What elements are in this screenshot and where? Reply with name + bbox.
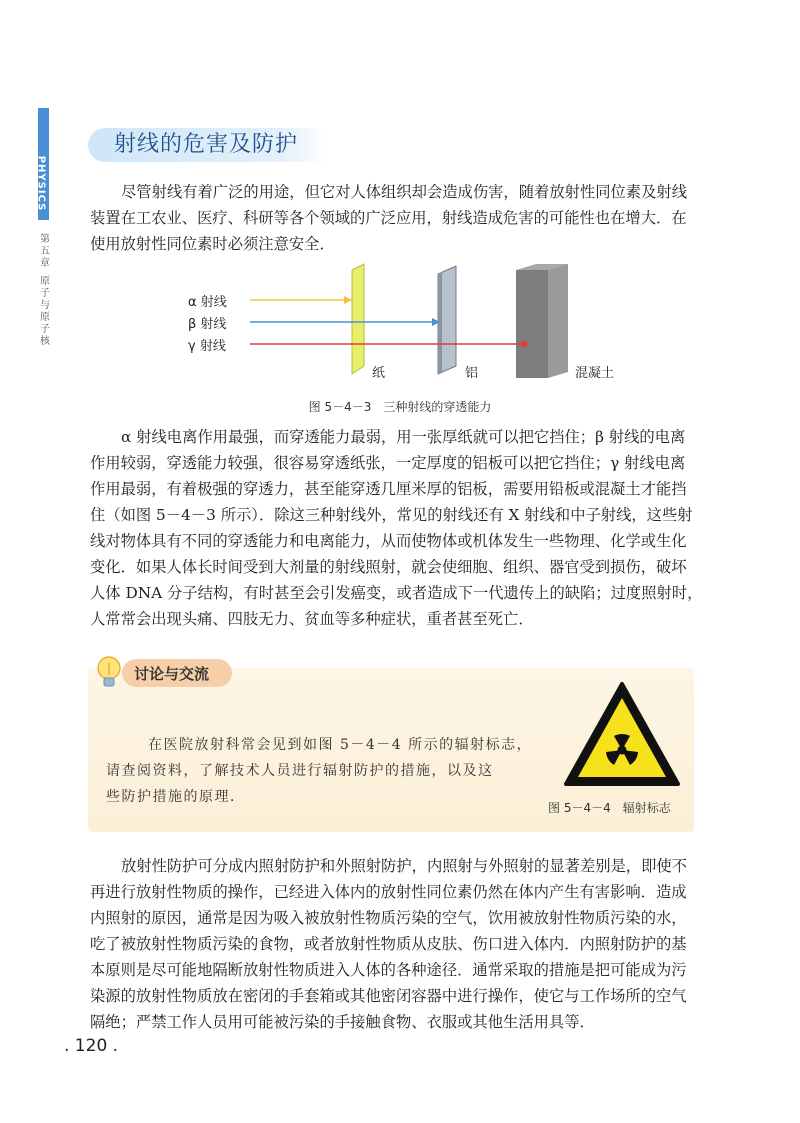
text-line: 本原则是尽可能地隔断放射性物质进入人体的各种途径．通常采取的措施是把可能成为污 <box>90 961 687 979</box>
discussion-tag-label: 讨论与交流 <box>134 665 210 683</box>
text-line: 些防护措施的原理． <box>106 789 246 805</box>
text-line: 隔绝；严禁工作人员用可能被污染的手接触食物、衣服或其他生活用具等． <box>90 1013 595 1031</box>
penetration-diagram <box>180 262 630 387</box>
text-line: 住（如图 5－4－3 所示）．除这三种射线外，常见的射线还有 X 射线和中子射线，这些射 <box>90 506 693 524</box>
text-line: α 射线电离作用最强，而穿透能力最弱，用一张厚纸就可以把它挡住；β 射线的电离 <box>121 428 686 446</box>
figure-544-caption: 图 5－4－4 辐射标志 <box>548 801 671 815</box>
text-line: 变化．如果人体长时间受到大剂量的射线照射，就会使细胞、组织、器官受到损伤，破坏 <box>90 558 687 576</box>
text-line: 放射性防护可分成内照射防护和外照射防护，内照射与外照射的显著差别是，即使不 <box>121 857 687 875</box>
concrete-front <box>548 264 568 378</box>
discussion-text <box>106 732 533 810</box>
lightbulb-icon <box>96 655 122 691</box>
concrete-label: 混凝土 <box>575 366 615 381</box>
beta-ray-label: β 射线 <box>188 317 227 332</box>
sidebar-chapter-label <box>39 234 51 348</box>
aluminum-label: 铝 <box>465 366 479 381</box>
text-line: 请查阅资料，了解技术人员进行辐射防护的措施，以及这 <box>106 763 494 779</box>
chapter-char: 与 <box>40 300 50 311</box>
text-line: 在医院放射科常会见到如图 5－4－4 所示的辐射标志， <box>148 737 533 753</box>
radiation-warning-sign <box>562 680 682 790</box>
aluminum-edge <box>438 272 442 374</box>
concrete-side <box>516 270 548 378</box>
text-line: 人常常会出现头痛、四肢无力、贫血等多种症状，重者甚至死亡． <box>90 610 534 628</box>
text-line: 装置在工农业、医疗、科研等各个领域的广泛应用，射线造成危害的可能性也在增大．在 <box>90 209 687 227</box>
text-line: 染源的放射性物质放在密闭的手套箱或其他密闭容器中进行操作，使它与工作场所的空气 <box>90 987 687 1005</box>
chapter-char: 原 <box>40 276 50 287</box>
text-line: 再进行放射性物质的操作，已经进入体内的放射性同位素仍然在体内产生有害影响．造成 <box>90 883 687 901</box>
paper-sheet <box>352 264 364 374</box>
paper-label: 纸 <box>372 366 386 381</box>
alpha-ray-arrow <box>344 296 352 304</box>
alpha-ray-label: α 射线 <box>188 295 227 310</box>
chapter-char: 章 <box>40 258 50 269</box>
chapter-char: 五 <box>40 246 50 257</box>
text-line: 尽管射线有着广泛的用途，但它对人体组织却会造成伤害，随着放射性同位素及射线 <box>121 183 687 201</box>
chapter-char: 子 <box>40 324 50 335</box>
discussion-tag <box>122 659 232 687</box>
intro-paragraph <box>90 179 708 257</box>
body-paragraph <box>90 424 708 632</box>
brand-label: PHYSICS <box>35 155 47 212</box>
gamma-ray-label: γ 射线 <box>188 339 226 354</box>
text-line: 线对物体具有不同的穿透能力和电离能力，从而使物体或机体发生一些物理、化学或生化 <box>90 532 687 550</box>
chapter-char: 子 <box>40 288 50 299</box>
text-line: 作用较弱，穿透能力较强，很容易穿透纸张，一定厚度的铝板可以把它挡住；γ 射线电离 <box>90 454 686 472</box>
text-line: 人体 DNA 分子结构，有时甚至会引发癌变，或者造成下一代遗传上的缺陷；过度照射时， <box>90 584 703 602</box>
chapter-char: 原 <box>40 312 50 323</box>
section-title: 射线的危害及防护 <box>114 132 299 157</box>
sidebar-brand <box>35 150 50 220</box>
penetration-figure <box>180 262 630 387</box>
figure-543-caption: 图 5－4－3 三种射线的穿透能力 <box>308 400 492 414</box>
section-title-banner <box>88 128 328 162</box>
chapter-char: 第 <box>40 234 50 245</box>
chapter-char: 核 <box>40 336 50 347</box>
protection-paragraph <box>90 853 708 1035</box>
page-number: . 120 . <box>64 1036 119 1056</box>
text-line: 作用最弱，有着极强的穿透力，甚至能穿透几厘米厚的铝板，需要用铅板或混凝土才能挡 <box>90 480 687 498</box>
text-line: 内照射的原因，通常是因为吸入被放射性物质污染的空气，饮用被放射性物质污染的水， <box>90 909 687 927</box>
text-line: 吃了被放射性物质污染的食物，或者放射性物质从皮肤、伤口进入体内．内照射防护的基 <box>90 935 687 953</box>
text-line: 使用放射性同位素时必须注意安全． <box>90 235 335 253</box>
